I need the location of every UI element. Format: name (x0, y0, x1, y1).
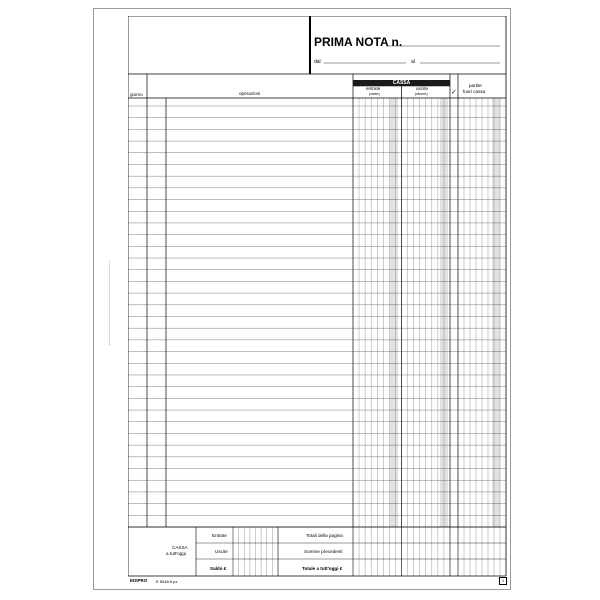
partite-header-line1: partite (469, 83, 482, 88)
uscite-sub-header: (avere) (415, 91, 428, 96)
cassa-oggi-label-line2: a tutt'oggi (166, 551, 186, 556)
entrate-cents-shade (390, 98, 398, 527)
giorno-header: giorno (130, 92, 143, 97)
entrate-sub-header: (dare) (369, 91, 380, 96)
partite-cents-shade (492, 98, 500, 527)
brand-logo: EDIPRO (130, 578, 148, 583)
totali-pagina-label: Totali della pagina (306, 533, 343, 538)
perforation-line (109, 260, 110, 345)
dal-label: dal (314, 59, 321, 65)
operazioni-header: operazioni (239, 91, 261, 96)
totale-oggi-label: Totale a tutt'oggi € (302, 566, 343, 571)
entrate-header: entrate (366, 86, 381, 91)
somme-precedenti-label: Somme precedenti (304, 549, 343, 554)
prima-nota-form (128, 16, 508, 582)
form-code: E 5048 A pz (156, 579, 178, 584)
cassa-oggi-label-line1: CASSA (172, 545, 188, 550)
form-title: PRIMA NOTA n. (314, 35, 403, 49)
uscite-total-label: Uscite (215, 549, 228, 554)
saldo-label: Saldo € (210, 566, 227, 571)
form-grid (128, 16, 508, 582)
page-number: 1 (499, 577, 507, 585)
entrate-total-label: Entrate (212, 533, 227, 538)
uscite-header: uscite (416, 86, 429, 91)
check-header: ✓ (451, 89, 457, 96)
al-label: al (411, 59, 415, 65)
cassa-header: CASSA (353, 80, 450, 86)
partite-header-line2: fuori cassa (463, 89, 486, 94)
